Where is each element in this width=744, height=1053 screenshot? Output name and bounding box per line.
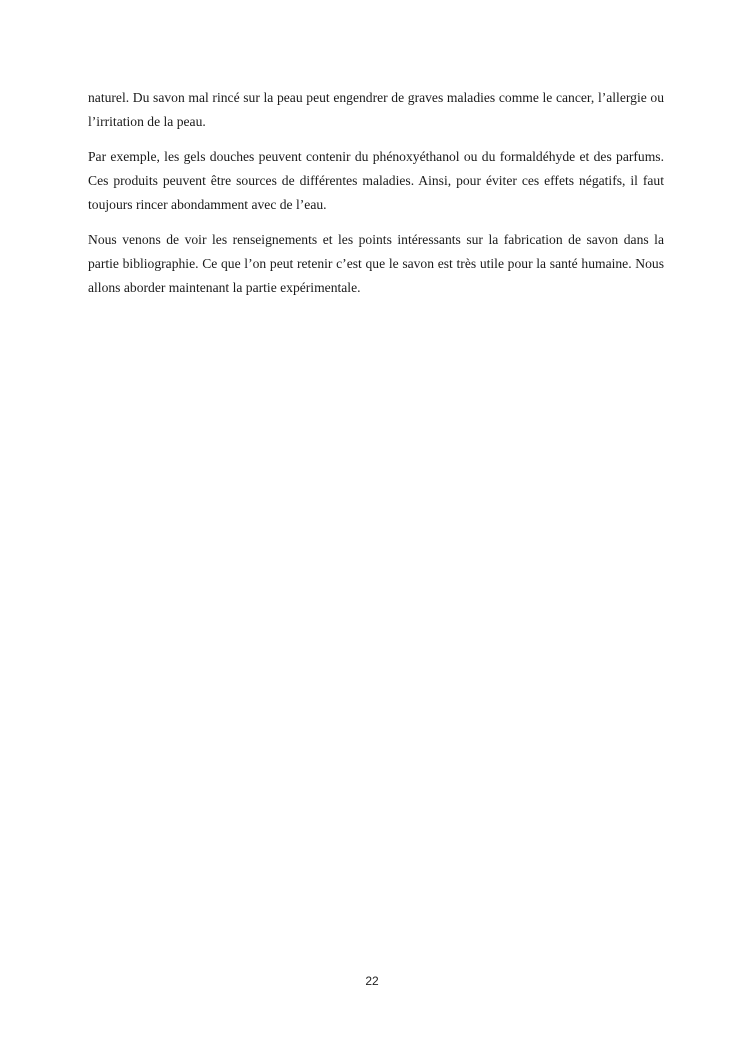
document-body [88,86,664,311]
paragraph-2: Par exemple, les gels douches peuvent contenir du phénoxyéthanol ou du formaldéhyde et des parfums. Ces produits peuvent être sources de différentes maladies. Ainsi, pour éviter ces effets négatifs, il faut toujours rincer abondamment avec de l’eau. [88,149,664,212]
paragraph-3: Nous venons de voir les renseignements et les points intéressants sur la fabrication de savon dans la partie bibliographie. Ce que l’on peut retenir c’est que le savon est très utile pour la santé humaine. Nous allons aborder maintenant la partie expérimentale. [88,232,664,295]
paragraph-1: naturel. Du savon mal rincé sur la peau peut engendrer de graves maladies comme le cancer, l’allergie ou l’irritation de la peau. [88,90,664,129]
page-number: 22 [365,974,379,988]
